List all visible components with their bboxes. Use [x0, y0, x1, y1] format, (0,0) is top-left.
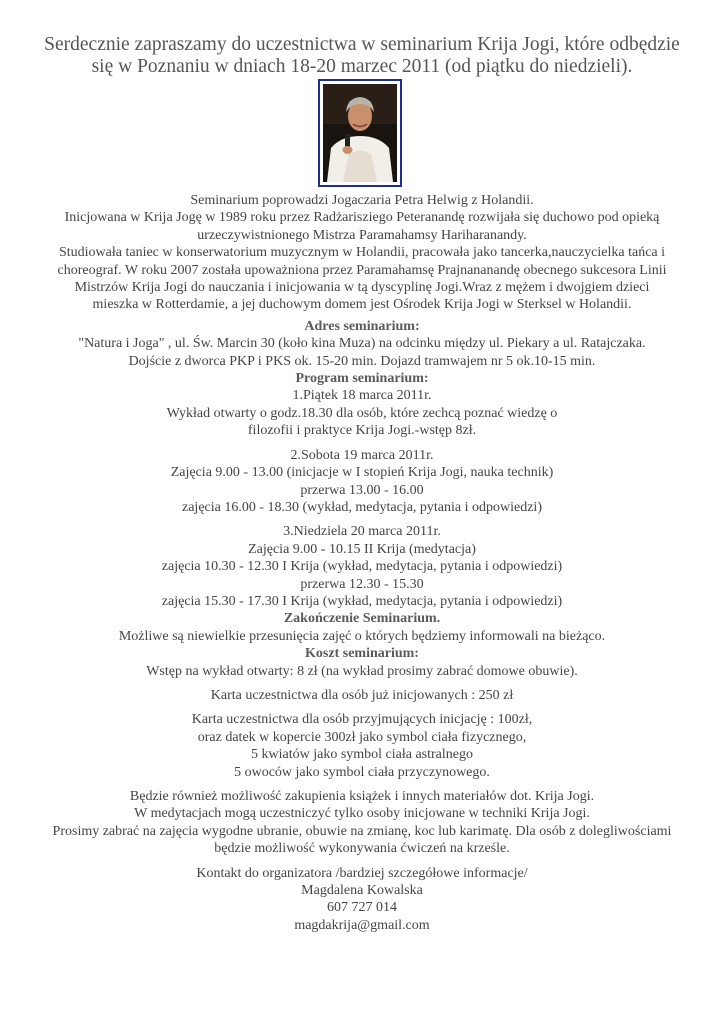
intro-line: Mistrzów Krija Jogi do nauczania i inicjowania w tą dyscyplinę Jogi.Wraz z mężem i dwojgiem dzieci — [74, 280, 650, 296]
intro-line: choreograf. W roku 2007 została upoważniona przez Paramahamsę Prajnananandę obecnego sukcesora Linii — [57, 262, 667, 278]
cost-lecture: Wstęp na wykład otwarty: 8 zł (na wykład prosimy zabrać domowe obuwie). — [146, 663, 578, 679]
program-line: Zajęcia 9.00 - 13.00 (inicjacje w I stopień Krija Jogi, nauka technik) — [170, 465, 554, 481]
address-heading: Adres seminarium: — [304, 318, 420, 334]
intro-line: Seminarium poprowadzi Jogaczaria Petra Helwig z Holandii. — [190, 193, 534, 208]
program-heading: Program seminarium: — [295, 371, 429, 387]
contact-email: magdakrija@gmail.com — [294, 917, 430, 933]
program-line: przerwa 13.00 - 16.00 — [300, 482, 424, 498]
contact-name: Magdalena Kowalska — [301, 883, 423, 899]
title-line-2: się w Poznaniu w dniach 18-20 marzec 2011 (od piątku do niedzieli). — [91, 56, 633, 77]
cost-line: 5 kwiatów jako symbol ciała astralnego — [251, 747, 473, 763]
cost-heading: Koszt seminarium: — [305, 646, 419, 662]
program-day2-title: 2.Sobota 19 marca 2011r. — [290, 447, 434, 463]
intro-line: Studiowała taniec w konserwatorium muzycznym w Holandii, pracowała jako tancerka,nauczycielka tańca i — [58, 245, 666, 261]
teacher-portrait-image — [323, 84, 397, 182]
cost-line: 5 owoców jako symbol ciała przyczynowego. — [234, 764, 490, 780]
cost-initiated: Karta uczestnictwa dla osób już inicjowanych : 250 zł — [210, 687, 514, 703]
cost-section — [10, 645, 714, 781]
contact-heading: Kontakt do organizatora /bardziej szczegółowe informacje/ — [196, 865, 528, 881]
address-line: Dojście z dworca PKP i PKS ok. 15-20 min. Dojazd tramwajem nr 5 ok.10-15 min. — [128, 353, 596, 369]
seminar-details — [10, 192, 714, 934]
page-title — [20, 34, 704, 78]
teacher-photo — [318, 79, 402, 187]
program-line: przerwa 12.30 - 15.30 — [300, 576, 424, 592]
intro-section — [10, 192, 714, 314]
contact-section — [10, 865, 714, 935]
note-line: Prosimy zabrać na zajęcia wygodne ubranie, obuwie na zmianę, koc lub karimatę. Dla osób z dolegliwościami — [52, 823, 672, 839]
program-line: Zajęcia 9.00 - 10.15 II Krija (medytacja) — [248, 541, 476, 557]
program-day1-title: 1.Piątek 18 marca 2011r. — [292, 388, 432, 404]
intro-line: Inicjowana w Krija Jogę w 1989 roku przez Radżarisziego Peteranandę rozwijała się duchowo pod opieką — [64, 210, 660, 226]
note-line: Będzie również możliwość zakupienia książek i innych materiałów dot. Krija Jogi. — [129, 789, 595, 804]
intro-line: mieszka w Rotterdamie, a jej duchowym domem jest Ośrodek Krija Jogi w Sterksel w Holandii. — [92, 297, 632, 313]
ending-line: Możliwe są niewielkie przesunięcia zajęć o których będziemy informowali na bieżąco. — [118, 628, 606, 644]
program-line: zajęcia 16.00 - 18.30 (wykład, medytacja, pytania i odpowiedzi) — [182, 499, 542, 515]
program-line: Wykład otwarty o godz.18.30 dla osób, które zechcą poznać wiedzę o — [166, 405, 558, 421]
title-line-1: Serdecznie zapraszamy do uczestnictwa w seminarium Krija Jogi, które odbędzie — [44, 34, 680, 55]
program-section — [10, 370, 714, 610]
program-line: zajęcia 15.30 - 17.30 I Krija (wykład, medytacja, pytania i odpowiedzi) — [161, 593, 563, 609]
intro-line: urzeczywistnionego Mistrza Paramahamsy Hariharanandy. — [197, 227, 527, 243]
program-line: filozofii i praktyce Krija Jogi.-wstęp 8zł. — [247, 423, 477, 439]
note-line: będzie możliwość wykonywania ćwiczeń na krześle. — [214, 841, 510, 857]
contact-phone: 607 727 014 — [327, 900, 397, 916]
notes-section — [10, 788, 714, 858]
note-line: W medytacjach mogą uczestniczyć tylko osoby inicjowane w techniki Krija Jogi. — [134, 806, 590, 822]
cost-line: oraz datek w kopercie 300zł jako symbol ciała fizycznego, — [197, 729, 527, 745]
ending-heading: Zakończenie Seminarium. — [283, 611, 441, 627]
program-day3-title: 3.Niedziela 20 marca 2011r. — [283, 524, 441, 540]
address-line: "Natura i Joga" , ul. Św. Marcin 30 (koło kina Muza) na odcinku między ul. Piekary a ul. Ratajczaka. — [78, 336, 646, 352]
ending-section — [10, 610, 714, 645]
address-section — [10, 318, 714, 370]
cost-line: Karta uczestnictwa dla osób przyjmujących inicjację : 100zł, — [191, 712, 533, 728]
program-line: zajęcia 10.30 - 12.30 I Krija (wykład, medytacja, pytania i odpowiedzi) — [161, 559, 563, 575]
